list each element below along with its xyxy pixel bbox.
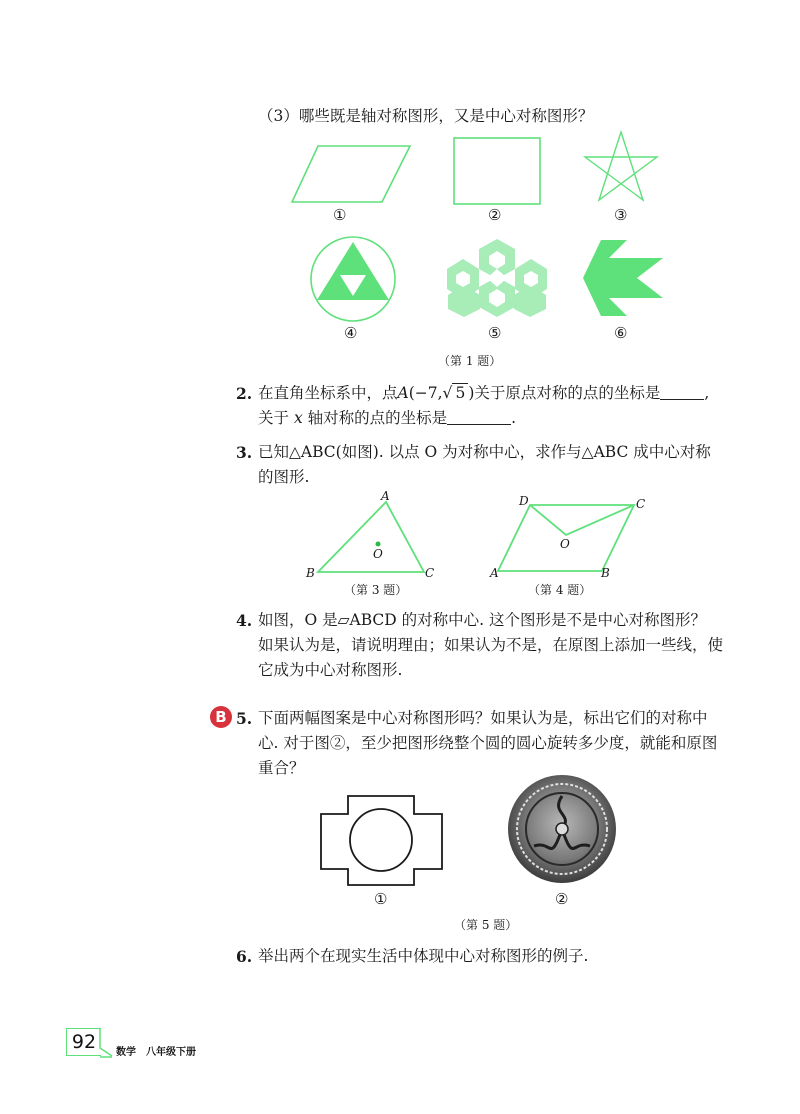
q4-label-D: D <box>519 494 529 508</box>
q4-line1: 如图，O 是▱ABCD 的对称中心. 这个图形是不是中心对称图形？ <box>258 611 706 629</box>
q3-label-A: A <box>381 489 390 503</box>
q5-caption: （第 5 题） <box>454 918 518 932</box>
q2-period: . <box>511 409 517 427</box>
q2-axis: x <box>293 409 303 427</box>
q5-fig1-label: ① <box>374 890 388 908</box>
q2-paren: (−7, <box>408 384 443 402</box>
q2-text-c: 关于 <box>258 409 290 427</box>
q5-number: 5. <box>236 709 253 728</box>
figure-circle-triangle <box>308 234 400 326</box>
q4-line3: 它成为中心对称图形. <box>258 661 403 679</box>
level-b-badge: B <box>210 706 232 728</box>
fig3-label: ③ <box>614 206 628 224</box>
q2-blank-1[interactable] <box>660 383 704 400</box>
q1-caption: （第 1 题） <box>438 354 502 368</box>
q3-number: 3. <box>236 443 253 462</box>
fig2-label: ② <box>488 206 502 224</box>
figure-star <box>581 129 661 207</box>
page-number: 92 <box>66 1028 101 1056</box>
q3-line2: 的图形. <box>258 468 310 486</box>
q5-line2: 心. 对于图②，至少把图形绕整个圆的圆心旋转多少度，就能和原图 <box>258 734 718 752</box>
fig4-label: ④ <box>344 324 358 342</box>
q4-fig-caption: （第 4 题） <box>528 583 592 597</box>
figure-hexagon-flower <box>447 233 547 323</box>
q6-number: 6. <box>236 947 253 966</box>
q5-line1: 下面两幅图案是中心对称图形吗？如果认为是，标出它们的对称中 <box>258 709 708 727</box>
q4-line2: 如果认为是，请说明理由；如果认为不是，在原图上添加一些线，使 <box>258 636 724 654</box>
q2-text-d: 轴对称的点的坐标是 <box>307 409 448 427</box>
q3-label-B: B <box>306 566 315 580</box>
q3-line1: 已知△ABC(如图). 以点 O 为对称中心，求作与△ABC 成中心对称 <box>258 443 711 461</box>
q2-sqrt-value: 5 <box>452 383 468 402</box>
fig6-label: ⑥ <box>614 324 628 342</box>
q2-text-a: 在直角坐标系中，点 <box>258 384 398 402</box>
page-number-tab-icon <box>100 1028 114 1058</box>
fig1-label: ① <box>333 206 347 224</box>
q2-line2 <box>258 406 516 431</box>
q2-blank-2[interactable] <box>447 408 511 425</box>
q4-label-A: A <box>490 566 499 580</box>
q2-text-b: )关于原点对称的点的坐标是 <box>468 384 661 402</box>
q6-line1: 举出两个在现实生活中体现中心对称图形的例子. <box>258 947 589 965</box>
q4-number: 4. <box>236 611 253 630</box>
figure-cross-circle <box>318 793 448 888</box>
sqrt-sign-icon: √ <box>442 384 453 402</box>
q3-fig-caption: （第 3 题） <box>344 583 408 597</box>
q3-label-O: O <box>373 547 383 561</box>
footer-book-title: 数学 八年级下册 <box>116 1047 196 1058</box>
q4-label-B: B <box>601 566 610 580</box>
q2-point: A <box>397 384 409 402</box>
figure-rectangle <box>452 136 544 208</box>
q3-label-C: C <box>425 566 435 580</box>
q2-line1 <box>258 381 709 406</box>
q1-part3-text: （3）哪些既是轴对称图形，又是中心对称图形？ <box>258 107 594 125</box>
figure-parallelogram <box>290 142 415 207</box>
q5-line3: 重合？ <box>258 759 305 777</box>
q4-label-C: C <box>636 497 646 511</box>
q2-number: 2. <box>236 384 253 403</box>
fig5-label: ⑤ <box>488 324 502 342</box>
q2-comma: , <box>704 384 710 402</box>
q4-label-O: O <box>560 537 570 551</box>
figure-coin-pattern <box>500 774 625 884</box>
figure-green-arrow <box>581 238 665 318</box>
q5-fig2-label: ② <box>555 890 569 908</box>
